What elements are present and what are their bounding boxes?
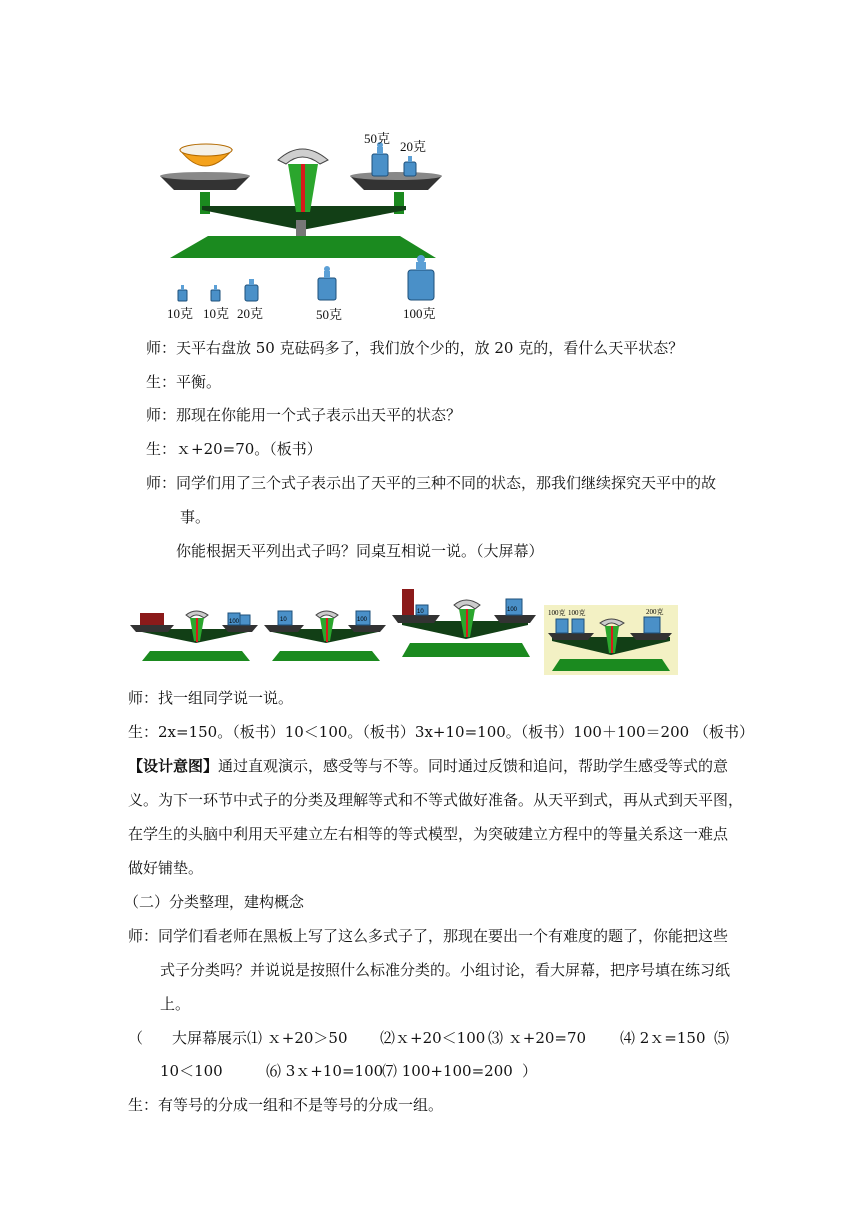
screen-list-item: （: [128, 1029, 144, 1047]
teacher-question-line: 式子分类吗？并说说是按照什么标准分类的。小组讨论，看大屏幕，把序号填在练习纸: [160, 961, 731, 979]
screen-list-item: ⑺ 100+100=200: [382, 1062, 513, 1080]
design-intent-line: 义。为下一环节中式子的分类及理解等式和不等式做好准备。从天平到式，再从式到天平图，: [128, 791, 744, 809]
scale-3: [392, 589, 536, 657]
student-answer-line: 生：有等号的分成一组和不是等号的分成一组。: [128, 1096, 444, 1114]
weight-box-icon: [402, 589, 414, 615]
design-intent-line: 在学生的头脑中利用天平建立左右相等的等式模型，为突破建立方程中的等量关系这一难点: [128, 825, 729, 843]
weight-10g-icon: [211, 285, 220, 301]
small-scales-figure: [128, 585, 688, 677]
weight-100g-icon: [408, 255, 434, 300]
screen-list-item: 大屏幕展示⑴ ｘ+20＞50: [172, 1029, 348, 1047]
scale-label: 100克: [548, 609, 566, 617]
scale-4: [544, 605, 678, 675]
dial: [278, 149, 328, 164]
dialogue-line: 师：天平右盘放 50 克砝码多了，我们放个少的，放 20 克的，看什么天平状态？: [146, 339, 684, 357]
weight-label: 50克: [316, 307, 343, 322]
scale-label: 100: [357, 617, 368, 623]
design-intent-line: [128, 755, 728, 777]
weight-10g-icon: [178, 285, 187, 301]
weight-label: 20克: [237, 306, 264, 321]
weight-20g-icon: [404, 156, 416, 176]
section-title: （二）分类整理，建构概念: [124, 893, 305, 911]
screen-list-item: ⑶ ｘ+20=70: [488, 1029, 587, 1047]
teacher-question-line: 师：同学们看老师在黑板上写了这么多式子了，那现在要出一个有难度的题了，你能把这些: [128, 927, 729, 945]
weight-50g-icon: [372, 142, 388, 176]
dialogue-line: 生：平衡。: [146, 373, 222, 391]
design-intent-text: 通过直观演示，感受等与不等。同时通过反馈和追问，帮助学生感受等式的意: [218, 757, 729, 775]
scale-label: 200克: [646, 608, 664, 616]
weight-50g-icon: [318, 266, 336, 300]
pan-label-20g: 20克: [400, 139, 427, 154]
weight-icon: [572, 619, 584, 633]
scale-label: 10: [417, 609, 424, 615]
design-intent-line: 做好铺垫。: [128, 859, 204, 877]
pan-label-50g: 50克: [364, 131, 391, 146]
dialogue-line: 生：ｘ+20=70。（板书）: [146, 440, 322, 458]
scale-2: [264, 611, 386, 661]
screen-list-item: ⑸: [714, 1029, 730, 1047]
weight-icon: [556, 619, 568, 633]
screen-list-item: ）: [522, 1062, 538, 1080]
scale-base: [170, 236, 436, 258]
pointer: [301, 164, 305, 212]
scale-label: 100: [507, 607, 518, 613]
weight-box-icon: [140, 613, 164, 625]
screen-list-item: 10＜100: [160, 1062, 223, 1080]
scale-label: 100克: [568, 609, 586, 617]
prompt-line: 你能根据天平列出式子吗？同桌互相说一说。（大屏幕）: [176, 542, 544, 560]
scale-1: [130, 611, 258, 661]
weight-20g-icon: [245, 279, 258, 301]
dialogue-line: 师：那现在你能用一个式子表示出天平的状态？: [146, 406, 462, 424]
scale-label: 100: [229, 619, 240, 625]
weight-icon: [644, 617, 660, 633]
weight-label: 100克: [403, 306, 436, 321]
screen-list-item: ⑷ 2ｘ=150: [620, 1029, 706, 1047]
weight-label: 10克: [203, 306, 230, 321]
weight-label: 10克: [167, 306, 194, 321]
dialogue-line: 事。: [180, 508, 211, 526]
dialogue-line: 生：2x=150。（板书）10＜100。（板书）3x+10=100。（板书）100＋100＝200 （板书）: [128, 723, 754, 741]
design-intent-label: 【设计意图】: [128, 757, 219, 775]
dialogue-line: 师：找一组同学说一说。: [128, 689, 294, 707]
teacher-question-line: 上。: [160, 995, 191, 1013]
screen-list-item: ⑹ 3ｘ+10=100: [266, 1062, 384, 1080]
screen-list-item: ⑵ｘ+20＜100: [380, 1029, 486, 1047]
weight-icon: [240, 615, 250, 625]
scale-label: 10: [280, 617, 287, 623]
dialogue-line: 师：同学们用了三个式子表示出了天平的三种不同的状态，那我们继续探究天平中的故: [146, 474, 717, 492]
